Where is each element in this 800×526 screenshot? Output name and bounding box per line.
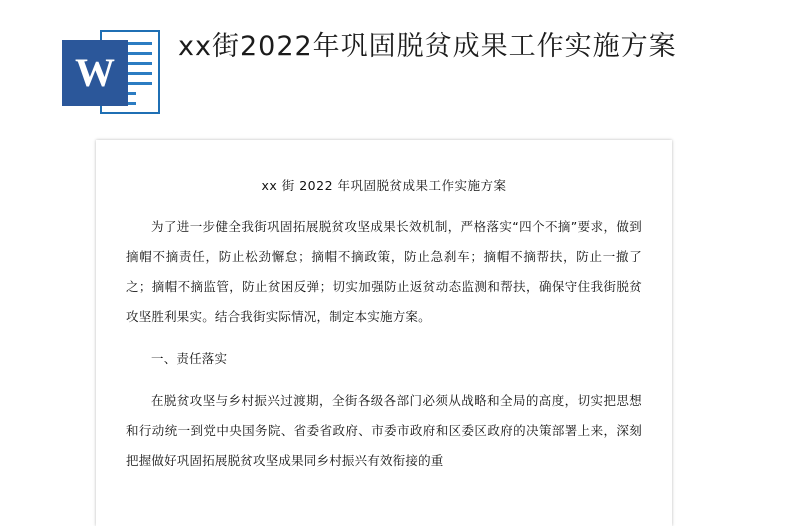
preview-header (0, 0, 800, 140)
word-letter-badge: W (62, 40, 128, 106)
page-title-wrap (178, 28, 758, 66)
document-paragraph: 为了进一步健全我街巩固拓展脱贫攻坚成果长效机制，严格落实“四个不摘”要求，做到摘帽不摘责任，防止松劲懈怠；摘帽不摘政策，防止急刹车；摘帽不摘帮扶，防止一撤了之；摘帽不摘监管，防止贫困反弹；切实加强防止返贫动态监测和帮扶，确保守住我街脱贫攻坚胜利果实。结合我街实际情况，制定本实施方案。 (126, 219, 642, 324)
document-content (96, 140, 672, 476)
document-heading: xx 街 2022 年巩固脱贫成果工作实施方案 (261, 178, 507, 193)
word-document-icon (62, 30, 160, 114)
paragraph-spacer (126, 334, 642, 344)
left-gutter (0, 140, 96, 526)
page-title: xx街2022年巩固脱贫成果工作实施方案 (178, 31, 677, 62)
right-gutter (704, 140, 800, 526)
document-section-heading: 一、责任落实 (151, 351, 228, 366)
document-page-sheet (96, 140, 672, 526)
document-paragraph: 在脱贫攻坚与乡村振兴过渡期，全街各级各部门必须从战略和全局的高度，切实把思想和行动统一到党中央国务院、省委省政府、市委市政府和区委区政府的决策部署上来，深刻把握做好巩固拓展脱贫攻坚成果同乡村振兴有效衔接的重 (126, 393, 642, 468)
paragraph-spacer (126, 376, 642, 386)
